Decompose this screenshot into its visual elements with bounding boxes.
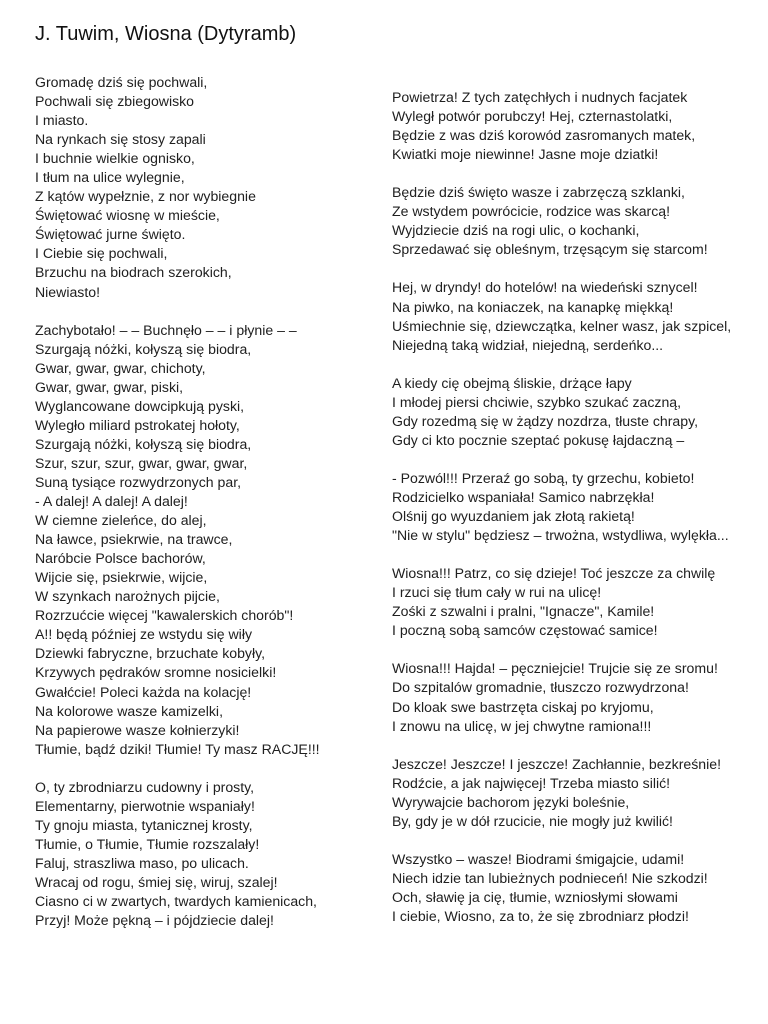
poem-line: Elementarny, pierwotnie wspaniały! — [35, 797, 255, 814]
poem-line: Gwar, gwar, gwar, chichoty, — [35, 359, 206, 376]
poem-line: I buchnie wielkie ognisko, — [35, 150, 195, 167]
poem-line: Dziewki fabryczne, brzuchate kobyły, — [35, 645, 266, 662]
poem-line: Wiosna!!! Hajda! – pęczniejcie! Trujcie się ze sromu! — [392, 660, 718, 677]
poem-stanza — [392, 278, 762, 354]
poem-line: Tłumie, bądź dziki! Tłumie! Ty masz RACJĘ!!! — [35, 740, 320, 757]
poem-line: I Ciebie się pochwali, — [35, 245, 168, 262]
poem-stanza — [392, 374, 762, 450]
poem-line: Rodźcie, a jak najwięcej! Trzeba miasto silić! — [392, 774, 671, 791]
poem-line: Ze wstydem powrócicie, rodzice was skarcą! — [392, 203, 671, 220]
poem-line: A!! będą później ze wstydu się wiły — [35, 626, 252, 643]
poem-line: Och, sławię ja cię, tłumie, wzniosłymi słowami — [392, 888, 678, 905]
poem-right-column — [392, 88, 762, 945]
poem-line: Hej, w dryndy! do hotelów! na wiedeński sznycel! — [392, 279, 698, 296]
poem-line: Wiosna!!! Patrz, co się dzieje! Toć jeszcze za chwilę — [392, 565, 716, 582]
poem-line: I ciebie, Wiosno, za to, że się zbrodniarz płodzi! — [392, 908, 689, 925]
poem-line: - A dalej! A dalej! A dalej! — [35, 493, 188, 510]
poem-line: Świętować jurne święto. — [35, 226, 186, 243]
poem-stanza — [392, 88, 762, 164]
poem-line: I tłum na ulice wylegnie, — [35, 169, 185, 186]
poem-line: I młodej piersi chciwie, szybko szukać zaczną, — [392, 393, 682, 410]
poem-line: Szurgają nóżki, kołyszą się biodra, — [35, 435, 252, 452]
poem-line: Będzie z was dziś korowód zasromanych matek, — [392, 127, 696, 144]
poem-line: Faluj, straszliwa maso, po ulicach. — [35, 854, 249, 871]
poem-line: Z kątów wypełznie, z nor wybiegnie — [35, 188, 256, 205]
poem-line: Na piwko, na koniaczek, na kanapkę miękką! — [392, 298, 674, 315]
poem-line: I miasto. — [35, 112, 89, 129]
poem-stanza — [35, 73, 375, 302]
poem-line: Krzywych pędraków sromne nosicielki! — [35, 664, 277, 681]
poem-line: Sprzedawać się obleśnym, trzęsącym się starcom! — [392, 241, 708, 258]
poem-line: Gdy rozedmą się w żądzy nozdrza, tłuste chrapy, — [392, 412, 699, 429]
poem-line: Do szpitalów gromadnie, tłuszczo rozwydrzona! — [392, 679, 689, 696]
poem-line: Na ławce, psiekrwie, na trawce, — [35, 531, 233, 548]
poem-stanza — [392, 755, 762, 831]
poem-line: Wszystko – wasze! Biodrami śmigajcie, udami! — [392, 850, 685, 867]
poem-line: Na kolorowe wasze kamizelki, — [35, 702, 223, 719]
poem-line: I poczną sobą samców częstować samice! — [392, 622, 658, 639]
poem-stanza — [392, 469, 762, 545]
poem-line: Brzuchu na biodrach szerokich, — [35, 264, 232, 281]
poem-line: Gwar, gwar, gwar, piski, — [35, 378, 184, 395]
poem-line: Wyległo miliard pstrokatej hołoty, — [35, 416, 240, 433]
poem-line: Przyj! Może pękną – i pójdziecie dalej! — [35, 912, 274, 929]
poem-line: W ciemne zieleńce, do alej, — [35, 512, 207, 529]
poem-line: Niejedną taką widział, niejedną, serdeńko... — [392, 336, 664, 353]
poem-line: Pochwali się zbiegowisko — [35, 93, 195, 110]
poem-stanza — [392, 564, 762, 640]
poem-line: A kiedy cię obejmą śliskie, drżące łapy — [392, 374, 632, 391]
poem-stanza — [35, 778, 375, 930]
poem-line: Gwałćcie! Poleci każda na kolację! — [35, 683, 252, 700]
poem-line: Tłumie, o Tłumie, Tłumie rozszalały! — [35, 835, 260, 852]
poem-line: Powietrza! Z tych zatęchłych i nudnych facjatek — [392, 89, 688, 105]
poem-line: Świętować wiosnę w mieście, — [35, 207, 220, 224]
poem-stanza — [392, 659, 762, 735]
poem-line: W szynkach narożnych pijcie, — [35, 588, 220, 605]
poem-line: Wyglancowane dowcipkują pyski, — [35, 397, 245, 414]
poem-line: Będzie dziś święto wasze i zabrzęczą szklanki, — [392, 184, 685, 201]
poem-line: Kwiatki moje niewinne! Jasne moje dziatki! — [392, 146, 659, 163]
poem-left-column — [35, 73, 375, 949]
poem-line: I znowu na ulicę, w jej chwytne ramiona!!! — [392, 717, 652, 734]
poem-line: Rozrzućcie więcej "kawalerskich chorób"! — [35, 607, 294, 624]
poem-line: By, gdy je w dół rzucicie, nie mogły już kwilić! — [392, 812, 673, 829]
poem-line: Wyrywajcie bachorom języki boleśnie, — [392, 793, 630, 810]
poem-stanza — [35, 321, 375, 759]
poem-line: Zachybotało! – – Buchnęło – – i płynie – – — [35, 321, 297, 338]
poem-line: - Pozwól!!! Przeraź go sobą, ty grzechu, kobieto! — [392, 469, 695, 486]
poem-line: Ty gnoju miasta, tytanicznej krosty, — [35, 816, 253, 833]
poem-stanza — [392, 183, 762, 259]
poem-line: Wracaj od rogu, śmiej się, wiruj, szalej! — [35, 873, 278, 890]
poem-line: Wyjdziecie dziś na rogi ulic, o kochanki, — [392, 222, 640, 239]
poem-line: Uśmiechnie się, dziewczątka, kelner wasz, jak szpicel, — [392, 317, 732, 334]
poem-line: "Nie w stylu" będziesz – trwożna, wstydliwa, wylękła... — [392, 527, 729, 544]
poem-line: Naróbcie Polsce bachorów, — [35, 550, 206, 567]
poem-line: Na papierowe wasze kołnierzyki! — [35, 721, 240, 738]
poem-line: Rodzicielko wspaniała! Samico nabrzękła! — [392, 488, 655, 505]
poem-line: Na rynkach się stosy zapali — [35, 131, 206, 148]
poem-line: Zośki z szwalni i pralni, "Ignacze", Kamile! — [392, 603, 655, 620]
poem-line: Wijcie się, psiekrwie, wijcie, — [35, 569, 208, 586]
poem-line: Jeszcze! Jeszcze! I jeszcze! Zachłannie, bezkreśnie! — [392, 755, 721, 772]
poem-line: Niech idzie tan lubieżnych podnieceń! Nie szkodzi! — [392, 869, 708, 886]
poem-line: Szurgają nóżki, kołyszą się biodra, — [35, 340, 252, 357]
poem-line: Do kloak swe bastrzęta ciskaj po kryjomu, — [392, 698, 654, 715]
poem-line: Gdy ci kto pocznie szeptać pokusę łajdaczną – — [392, 431, 685, 448]
poem-line: Olśnij go wyuzdaniem jak złotą rakietą! — [392, 508, 635, 525]
poem-line: Szur, szur, szur, gwar, gwar, gwar, — [35, 454, 248, 471]
poem-line: Wyległ potwór porubczy! Hej, czternastolatki, — [392, 108, 673, 125]
poem-line: Suną tysiące rozwydrzonych par, — [35, 473, 242, 490]
poem-stanza — [392, 850, 762, 926]
poem-line: O, ty zbrodniarzu cudowny i prosty, — [35, 778, 255, 795]
poem-line: Ciasno ci w zwartych, twardych kamienicach, — [35, 893, 317, 910]
poem-line: I rzuci się tłum cały w rui na ulicę! — [392, 584, 602, 601]
page-title: J. Tuwim, Wiosna (Dytyramb) — [35, 23, 297, 45]
poem-line: Gromadę dziś się pochwali, — [35, 74, 208, 90]
poem-line: Niewiasto! — [35, 283, 101, 300]
